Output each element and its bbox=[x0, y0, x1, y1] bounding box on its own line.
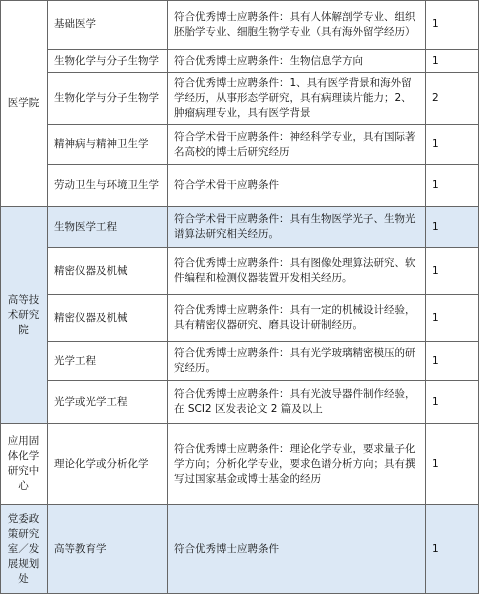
condition-cell bbox=[168, 505, 426, 594]
major-cell-text: 基础医学 bbox=[54, 18, 96, 30]
count-cell bbox=[426, 505, 479, 594]
count-cell bbox=[426, 248, 479, 295]
major-cell-text: 精神病与精神卫生学 bbox=[54, 138, 149, 150]
count-cell-text: 1 bbox=[432, 311, 439, 324]
count-cell bbox=[426, 424, 479, 505]
count-cell-text: 1 bbox=[432, 18, 439, 30]
count-cell-text: 1 bbox=[432, 395, 439, 408]
major-cell-text: 生物化学与分子生物学 bbox=[54, 92, 159, 104]
condition-cell bbox=[168, 381, 426, 424]
department-cell bbox=[0, 0, 48, 207]
count-cell bbox=[426, 342, 479, 381]
condition-cell-text: 符合优秀博士应聘条件：具有图像处理算法研究、软件编程和检测仪器装置开发相关经历。 bbox=[174, 257, 416, 284]
count-cell-text: 1 bbox=[432, 354, 439, 367]
major-cell bbox=[48, 50, 168, 73]
major-cell-text: 光学工程 bbox=[54, 354, 96, 367]
count-cell bbox=[426, 207, 479, 248]
condition-cell bbox=[168, 50, 426, 73]
major-cell bbox=[48, 248, 168, 295]
condition-cell bbox=[168, 0, 426, 50]
condition-cell-text: 符合优秀博士应聘条件：具有一定的机械设计经验，具有精密仪器研究、磨具设计研制经历。 bbox=[174, 304, 416, 331]
condition-cell bbox=[168, 207, 426, 248]
major-cell bbox=[48, 424, 168, 505]
count-cell bbox=[426, 73, 479, 125]
major-cell-text: 生物化学与分子生物学 bbox=[54, 54, 159, 67]
condition-cell-text: 符合优秀博士应聘条件：具有光学玻璃精密模压的研究经历。 bbox=[174, 347, 416, 374]
condition-cell-text: 符合学术骨干应聘条件：神经科学专业，具有国际著名高校的博士后研究经历 bbox=[174, 130, 416, 158]
count-cell bbox=[426, 0, 479, 50]
major-cell-text: 理论化学或分析化学 bbox=[54, 457, 149, 470]
major-cell bbox=[48, 73, 168, 125]
count-cell-text: 1 bbox=[432, 457, 439, 470]
major-cell bbox=[48, 0, 168, 50]
major-cell bbox=[48, 165, 168, 207]
condition-cell bbox=[168, 125, 426, 165]
condition-cell bbox=[168, 295, 426, 342]
count-cell bbox=[426, 165, 479, 207]
department-cell-text: 高等技术研究院 bbox=[7, 293, 40, 336]
count-cell-text: 1 bbox=[432, 542, 439, 555]
count-cell-text: 1 bbox=[432, 138, 439, 150]
condition-cell-text: 符合优秀博士应聘条件：理论化学专业，要求量子化学方向；分析化学专业，要求色谱分析方向；具有撰写过国家基金或博士基金的经历 bbox=[174, 442, 416, 485]
condition-cell-text: 符合学术骨干应聘条件：具有生物医学光子、生物光谱算法研究相关经历。 bbox=[174, 213, 416, 240]
count-cell bbox=[426, 125, 479, 165]
department-cell bbox=[0, 505, 48, 594]
major-cell bbox=[48, 381, 168, 424]
condition-cell-text: 符合优秀博士应聘条件：具有人体解剖学专业、组织胚胎学专业、细胞生物学专业（具有海外留学经历） bbox=[174, 10, 416, 38]
condition-cell-text: 符合优秀博士应聘条件 bbox=[174, 542, 279, 555]
department-cell-text: 应用固体化学研究中心 bbox=[7, 435, 40, 492]
count-cell bbox=[426, 381, 479, 424]
count-cell bbox=[426, 50, 479, 73]
department-cell bbox=[0, 424, 48, 505]
major-cell bbox=[48, 505, 168, 594]
condition-cell bbox=[168, 165, 426, 207]
count-cell-text: 1 bbox=[432, 264, 439, 277]
major-cell bbox=[48, 125, 168, 165]
condition-cell-text: 符合优秀博士应聘条件：1、具有医学背景和海外留学经历，从事形态学研究，具有病理读片能力；2、肿瘤病理专业，具有医学背景 bbox=[174, 77, 412, 119]
major-cell-text: 光学或光学工程 bbox=[54, 395, 128, 408]
major-cell-text: 高等教育学 bbox=[54, 542, 107, 555]
condition-cell bbox=[168, 248, 426, 295]
condition-cell-text: 符合优秀博士应聘条件：生物信息学方向 bbox=[174, 54, 363, 67]
condition-cell-text: 符合学术骨干应聘条件 bbox=[174, 179, 279, 191]
count-cell-text: 1 bbox=[432, 54, 439, 67]
condition-cell bbox=[168, 424, 426, 505]
count-cell-text: 1 bbox=[432, 179, 439, 191]
major-cell bbox=[48, 295, 168, 342]
department-cell bbox=[0, 207, 48, 424]
major-cell bbox=[48, 342, 168, 381]
major-cell-text: 精密仪器及机械 bbox=[54, 311, 128, 324]
major-cell-text: 劳动卫生与环境卫生学 bbox=[54, 179, 159, 191]
department-cell-text: 党委政策研究室／发展规划处 bbox=[7, 512, 40, 585]
count-cell-text: 2 bbox=[432, 92, 439, 104]
count-cell-text: 1 bbox=[432, 220, 439, 233]
department-cell-text: 医学院 bbox=[7, 96, 40, 109]
condition-cell-text: 符合优秀博士应聘条件：具有光波导器件制作经验，在 SCI2 区发表论文 2 篇及以上 bbox=[174, 388, 416, 415]
count-cell bbox=[426, 295, 479, 342]
condition-cell bbox=[168, 73, 426, 125]
major-cell-text: 生物医学工程 bbox=[54, 220, 117, 233]
condition-cell bbox=[168, 342, 426, 381]
major-cell bbox=[48, 207, 168, 248]
major-cell-text: 精密仪器及机械 bbox=[54, 264, 128, 277]
